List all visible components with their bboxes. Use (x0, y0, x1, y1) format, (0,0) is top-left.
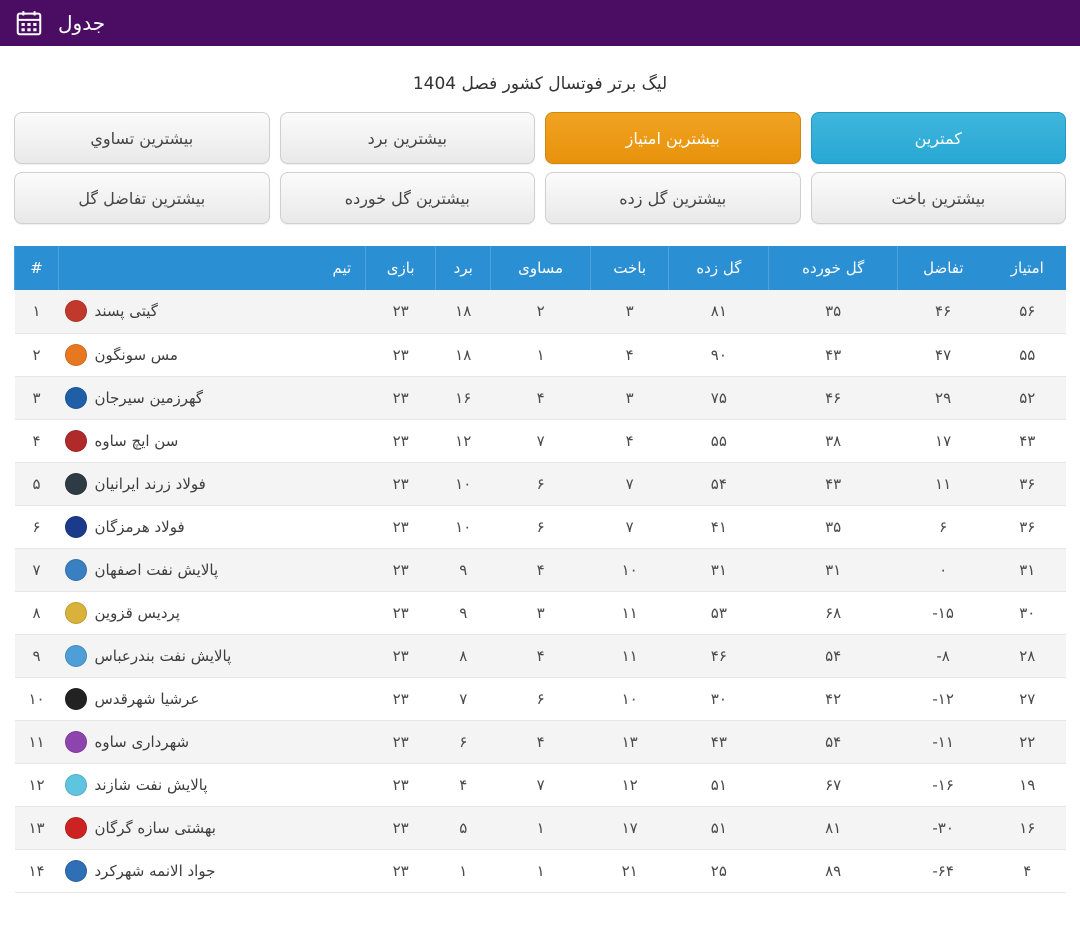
cell-draws: ۴ (491, 720, 591, 763)
cell-draws: ۷ (491, 763, 591, 806)
cell-losses: ۲۱ (590, 849, 669, 892)
cell-goals-against: ۳۱ (769, 548, 898, 591)
table-row[interactable] (15, 763, 1067, 806)
cell-team[interactable] (59, 419, 366, 462)
app-header (0, 0, 1080, 46)
cell-losses: ۳ (590, 376, 669, 419)
cell-goal-difference: ۶۴- (898, 849, 989, 892)
cell-goals-against: ۵۴ (769, 720, 898, 763)
page-body (0, 74, 1080, 893)
cell-goals-against: ۸۱ (769, 806, 898, 849)
team-logo-icon (65, 860, 87, 882)
cell-points: ۱۹ (989, 763, 1066, 806)
column-header-rank[interactable]: # (15, 246, 59, 290)
filter-label: بیشترین تفاضل گل (78, 188, 206, 208)
team-logo-icon (65, 731, 87, 753)
column-header-goal-difference[interactable]: تفاضل (898, 246, 989, 290)
cell-points: ۲۲ (989, 720, 1066, 763)
cell-played: ۲۳ (366, 806, 436, 849)
cell-wins: ۸ (436, 634, 491, 677)
cell-played: ۲۳ (366, 677, 436, 720)
cell-team[interactable] (59, 333, 366, 376)
cell-team[interactable] (59, 849, 366, 892)
cell-losses: ۱۲ (590, 763, 669, 806)
filter-most-goals-against[interactable] (280, 172, 536, 224)
cell-goals-for: ۵۱ (669, 806, 769, 849)
cell-team[interactable] (59, 634, 366, 677)
cell-goal-difference: ۶ (898, 505, 989, 548)
cell-draws: ۱ (491, 849, 591, 892)
table-header (15, 246, 1067, 290)
cell-played: ۲۳ (366, 333, 436, 376)
cell-goal-difference: ۱۶- (898, 763, 989, 806)
table-row[interactable] (15, 376, 1067, 419)
cell-losses: ۷ (590, 462, 669, 505)
team-name: فولاد هرمزگان (94, 517, 185, 536)
cell-team[interactable] (59, 376, 366, 419)
cell-goals-for: ۲۵ (669, 849, 769, 892)
cell-rank: ۱۴ (15, 849, 59, 892)
cell-losses: ۱۰ (590, 548, 669, 591)
cell-wins: ۱۸ (436, 290, 491, 333)
cell-points: ۱۶ (989, 806, 1066, 849)
cell-team[interactable] (59, 677, 366, 720)
cell-goals-for: ۵۵ (669, 419, 769, 462)
cell-team[interactable] (59, 763, 366, 806)
table-row[interactable] (15, 333, 1067, 376)
cell-goals-for: ۵۳ (669, 591, 769, 634)
cell-rank: ۷ (15, 548, 59, 591)
cell-draws: ۱ (491, 806, 591, 849)
cell-points: ۳۰ (989, 591, 1066, 634)
table-row[interactable] (15, 290, 1067, 333)
filter-label: بیشترین گل زده (619, 188, 727, 208)
team-logo-icon (65, 300, 87, 322)
filter-most-goals-for[interactable] (545, 172, 801, 224)
cell-rank: ۶ (15, 505, 59, 548)
team-logo-icon (65, 688, 87, 710)
filter-most-wins[interactable] (280, 112, 536, 164)
cell-points: ۵۵ (989, 333, 1066, 376)
cell-wins: ۱۰ (436, 505, 491, 548)
cell-goals-for: ۴۳ (669, 720, 769, 763)
cell-goal-difference: ۸- (898, 634, 989, 677)
cell-played: ۲۳ (366, 419, 436, 462)
cell-goal-difference: ۰ (898, 548, 989, 591)
cell-goals-against: ۸۹ (769, 849, 898, 892)
cell-rank: ۵ (15, 462, 59, 505)
cell-draws: ۷ (491, 419, 591, 462)
cell-played: ۲۳ (366, 548, 436, 591)
filter-kamtarin[interactable] (811, 112, 1067, 164)
team-logo-icon (65, 645, 87, 667)
cell-wins: ۱ (436, 849, 491, 892)
cell-goal-difference: ۱۲- (898, 677, 989, 720)
cell-wins: ۴ (436, 763, 491, 806)
filter-most-goal-difference[interactable] (14, 172, 270, 224)
cell-rank: ۸ (15, 591, 59, 634)
cell-goals-for: ۵۱ (669, 763, 769, 806)
cell-points: ۴ (989, 849, 1066, 892)
team-name: مس سونگون (94, 345, 178, 364)
team-logo-icon (65, 387, 87, 409)
cell-wins: ۹ (436, 591, 491, 634)
table-row[interactable] (15, 462, 1067, 505)
cell-team[interactable] (59, 720, 366, 763)
cell-losses: ۴ (590, 333, 669, 376)
cell-goal-difference: ۳۰- (898, 806, 989, 849)
team-name: فولاد زرند ایرانیان (94, 474, 206, 493)
table-row[interactable] (15, 806, 1067, 849)
filter-label: بیشترین تساوي (90, 128, 194, 148)
cell-played: ۲۳ (366, 376, 436, 419)
filter-most-losses[interactable] (811, 172, 1067, 224)
team-name: گهرزمین سیرجان (94, 388, 204, 407)
page-title: جدول (58, 11, 106, 35)
cell-points: ۲۷ (989, 677, 1066, 720)
cell-draws: ۶ (491, 462, 591, 505)
cell-goal-difference: ۴۷ (898, 333, 989, 376)
cell-goals-for: ۹۰ (669, 333, 769, 376)
cell-team[interactable] (59, 462, 366, 505)
team-name: گیتی پسند (94, 302, 158, 321)
cell-played: ۲۳ (366, 720, 436, 763)
team-logo-icon (65, 344, 87, 366)
cell-goal-difference: ۱۷ (898, 419, 989, 462)
cell-losses: ۱۳ (590, 720, 669, 763)
cell-wins: ۱۸ (436, 333, 491, 376)
cell-played: ۲۳ (366, 290, 436, 333)
cell-rank: ۱ (15, 290, 59, 333)
column-header-goals-against[interactable]: گل خورده (769, 246, 898, 290)
column-header-points[interactable]: امتیاز (989, 246, 1066, 290)
cell-draws: ۲ (491, 290, 591, 333)
cell-draws: ۴ (491, 376, 591, 419)
cell-played: ۲۳ (366, 462, 436, 505)
cell-rank: ۳ (15, 376, 59, 419)
cell-losses: ۱۱ (590, 591, 669, 634)
cell-goal-difference: ۴۶ (898, 290, 989, 333)
standings-table (14, 246, 1066, 893)
filter-label: بیشترین باخت (891, 188, 986, 208)
cell-goal-difference: ۱۱ (898, 462, 989, 505)
team-logo-icon (65, 559, 87, 581)
team-logo-icon (65, 774, 87, 796)
column-header-draws[interactable]: مساوی (491, 246, 591, 290)
table-body (15, 290, 1067, 892)
cell-goals-against: ۵۴ (769, 634, 898, 677)
team-name: عرشیا شهرقدس (94, 689, 200, 708)
cell-draws: ۳ (491, 591, 591, 634)
team-name: پردیس قزوین (94, 603, 180, 622)
cell-wins: ۹ (436, 548, 491, 591)
cell-goals-against: ۳۵ (769, 290, 898, 333)
cell-goals-for: ۷۵ (669, 376, 769, 419)
cell-rank: ۲ (15, 333, 59, 376)
cell-goals-for: ۴۱ (669, 505, 769, 548)
cell-rank: ۴ (15, 419, 59, 462)
cell-goals-for: ۸۱ (669, 290, 769, 333)
cell-goals-against: ۴۶ (769, 376, 898, 419)
team-name: جواد الانمه شهرکرد (94, 861, 216, 880)
table-row[interactable] (15, 849, 1067, 892)
team-name: سن ایچ ساوه (94, 431, 179, 450)
table-row[interactable] (15, 720, 1067, 763)
cell-goals-against: ۴۳ (769, 462, 898, 505)
team-logo-icon (65, 817, 87, 839)
cell-team[interactable] (59, 591, 366, 634)
cell-wins: ۱۶ (436, 376, 491, 419)
column-header-played[interactable]: بازی (366, 246, 436, 290)
column-header-wins[interactable]: برد (436, 246, 491, 290)
cell-points: ۲۸ (989, 634, 1066, 677)
cell-goals-against: ۴۲ (769, 677, 898, 720)
team-logo-icon (65, 430, 87, 452)
cell-losses: ۷ (590, 505, 669, 548)
team-name: شهرداری ساوه (94, 732, 190, 751)
cell-draws: ۴ (491, 548, 591, 591)
team-name: پالایش نفت شازند (94, 775, 208, 794)
cell-wins: ۱۰ (436, 462, 491, 505)
team-logo-icon (65, 602, 87, 624)
cell-played: ۲۳ (366, 634, 436, 677)
cell-wins: ۱۲ (436, 419, 491, 462)
filter-button-group (14, 112, 1066, 224)
table-row[interactable] (15, 505, 1067, 548)
cell-goal-difference: ۲۹ (898, 376, 989, 419)
cell-rank: ۱۲ (15, 763, 59, 806)
cell-points: ۳۶ (989, 505, 1066, 548)
filter-label: بیشترین گل خورده (344, 188, 470, 208)
table-header-row (15, 246, 1067, 290)
table-row[interactable] (15, 419, 1067, 462)
cell-played: ۲۳ (366, 763, 436, 806)
cell-losses: ۴ (590, 419, 669, 462)
cell-rank: ۱۳ (15, 806, 59, 849)
team-logo-icon (65, 473, 87, 495)
team-logo-icon (65, 516, 87, 538)
cell-draws: ۴ (491, 634, 591, 677)
cell-goals-against: ۴۳ (769, 333, 898, 376)
cell-wins: ۶ (436, 720, 491, 763)
column-header-team[interactable]: تیم (59, 246, 366, 290)
cell-rank: ۱۱ (15, 720, 59, 763)
filter-label: کمترین (914, 128, 962, 148)
table-row[interactable] (15, 591, 1067, 634)
table-row[interactable] (15, 634, 1067, 677)
cell-goal-difference: ۱۵- (898, 591, 989, 634)
cell-team[interactable] (59, 806, 366, 849)
cell-points: ۴۳ (989, 419, 1066, 462)
cell-team[interactable] (59, 290, 366, 333)
cell-goals-for: ۳۰ (669, 677, 769, 720)
calendar-icon[interactable] (14, 8, 44, 38)
filter-label: بیشترین امتیاز (625, 128, 720, 148)
league-title: لیگ برتر فوتسال کشور فصل 1404 (412, 74, 668, 94)
filter-label: بیشترین برد (367, 128, 447, 148)
cell-goals-against: ۶۸ (769, 591, 898, 634)
cell-wins: ۷ (436, 677, 491, 720)
column-header-losses[interactable]: باخت (590, 246, 669, 290)
cell-draws: ۶ (491, 505, 591, 548)
cell-losses: ۱۷ (590, 806, 669, 849)
cell-played: ۲۳ (366, 505, 436, 548)
filter-most-draws[interactable] (14, 112, 270, 164)
cell-team[interactable] (59, 548, 366, 591)
cell-played: ۲۳ (366, 849, 436, 892)
cell-goals-against: ۶۷ (769, 763, 898, 806)
column-header-goals-for[interactable]: گل زده (669, 246, 769, 290)
cell-played: ۲۳ (366, 591, 436, 634)
table-row[interactable] (15, 548, 1067, 591)
cell-goals-against: ۳۸ (769, 419, 898, 462)
team-name: پالایش نفت بندرعباس (94, 646, 232, 665)
cell-goals-for: ۳۱ (669, 548, 769, 591)
cell-goal-difference: ۱۱- (898, 720, 989, 763)
cell-goals-for: ۴۶ (669, 634, 769, 677)
cell-points: ۵۶ (989, 290, 1066, 333)
cell-goals-against: ۳۵ (769, 505, 898, 548)
team-name: بهشتی سازه گرگان (94, 818, 216, 837)
cell-draws: ۶ (491, 677, 591, 720)
cell-draws: ۱ (491, 333, 591, 376)
cell-team[interactable] (59, 505, 366, 548)
table-row[interactable] (15, 677, 1067, 720)
cell-losses: ۱۰ (590, 677, 669, 720)
cell-points: ۳۱ (989, 548, 1066, 591)
cell-losses: ۱۱ (590, 634, 669, 677)
cell-wins: ۵ (436, 806, 491, 849)
team-name: پالایش نفت اصفهان (94, 560, 219, 579)
cell-rank: ۱۰ (15, 677, 59, 720)
filter-most-points[interactable] (545, 112, 801, 164)
cell-goals-for: ۵۴ (669, 462, 769, 505)
cell-losses: ۳ (590, 290, 669, 333)
cell-points: ۳۶ (989, 462, 1066, 505)
cell-points: ۵۲ (989, 376, 1066, 419)
cell-rank: ۹ (15, 634, 59, 677)
